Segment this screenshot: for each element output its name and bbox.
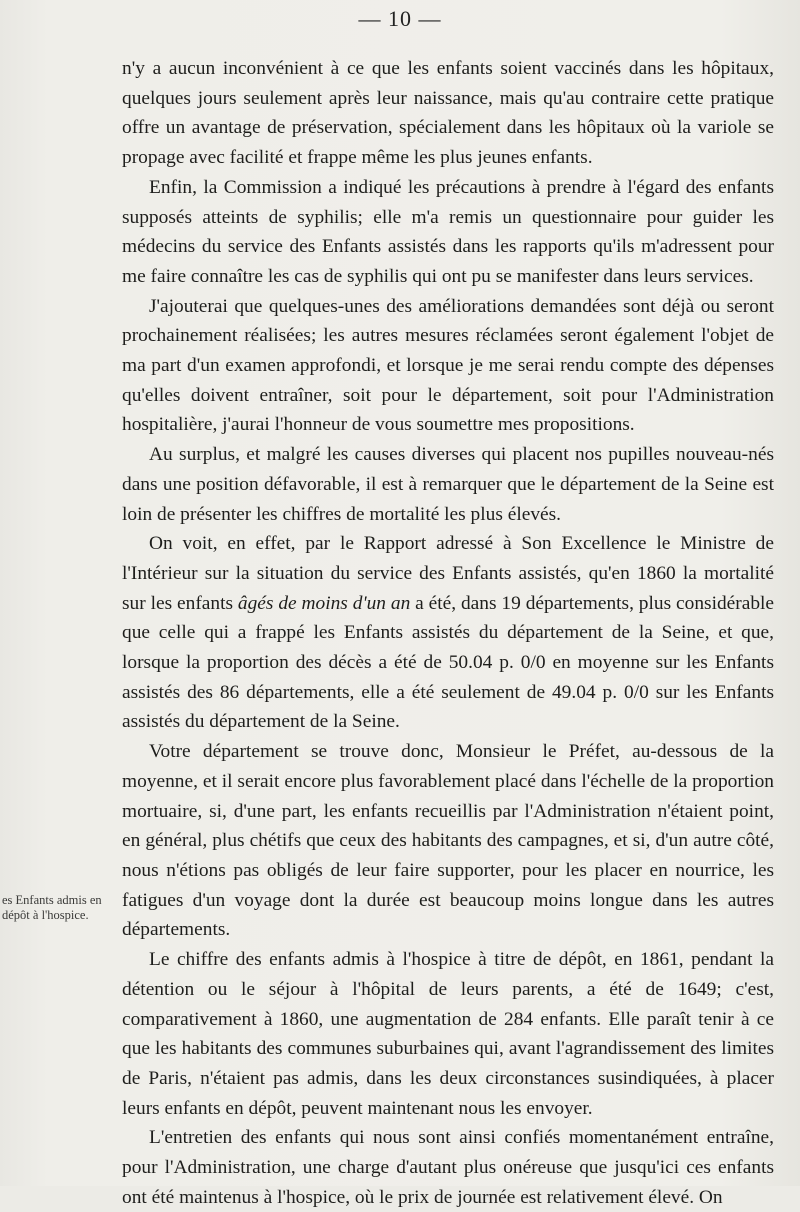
- paragraph: [122, 529, 774, 737]
- body-text: [122, 54, 774, 1212]
- paragraph: Votre département se trouve donc, Monsieur le Préfet, au-dessous de la moyenne, et il serait encore plus favorablement placé dans l'échelle de la proportion mortuaire, si, d'une part, les enfants recueillis par l'Administration n'étaient point, en général, plus chétifs que ceux des habitants des campagnes, et si, d'un autre côté, nous n'étions pas obligés de leur faire supporter, pour les placer en nourrice, les fatigues d'un voyage dont la durée est beaucoup moins longue dans les autres départements.: [122, 741, 774, 941]
- paragraph: L'entretien des enfants qui nous sont ainsi confiés momentanément entraîne, pour l'Administration, une charge d'autant plus onéreuse que jusqu'ici ces enfants ont été maintenus à l'hospice, où le prix de journée est relativement élevé. On: [122, 1127, 774, 1208]
- paragraph-text: On voit, en effet, par le Rapport adressé à Son Excellence le Ministre de l'Intérieur sur la situation du service des Enfants assistés, qu'en 1860 la mortalité sur les enfants: [122, 533, 774, 614]
- paragraph: Enfin, la Commission a indiqué les précautions à prendre à l'égard des enfants supposés atteints de syphilis; elle m'a remis un questionnaire pour guider les médecins du service des Enfants assistés dans les rapports qu'ils m'adressent pour me faire connaître les cas de syphilis qui ont pu se manifester dans leurs services.: [122, 176, 774, 287]
- margin-note: es Enfants admis en dépôt à l'hospice.: [2, 893, 102, 922]
- paragraph: n'y a aucun inconvénient à ce que les enfants soient vaccinés dans les hôpitaux, quelques jours seulement après leur naissance, mais qu'au contraire cette pratique offre un avantage de préservation, spécialement dans les hôpitaux où la variole se propage avec facilité et frappe même les plus jeunes enfants.: [122, 58, 774, 169]
- paragraph-text: a été, dans 19 départements, plus considérable que celle qui a frappé les Enfants assistés du département de la Seine, et que, lorsque la proportion des décès a été de 50.04 p. 0/0 en moyenne sur les Enfants assistés des 86 départements, elle a été seulement de 49.04 p. 0/0 sur les Enfants assistés du département de la Seine.: [122, 592, 775, 733]
- page-number: — 10 —: [358, 6, 442, 31]
- paragraph: Le chiffre des enfants admis à l'hospice à titre de dépôt, en 1861, pendant la détention ou le séjour à l'hôpital de leurs parents, a été de 1649; c'est, comparativement à 1860, une augmentation de 284 enfants. Elle paraît tenir à ce que les habitants des communes suburbaines qui, avant l'agrandissement des limites de Paris, n'étaient pas admis, dans les deux circonstances susindiquées, à placer leurs enfants en dépôt, peuvent maintenant nous les envoyer.: [122, 949, 774, 1119]
- italic-phrase: âgés de moins d'un an: [237, 592, 411, 614]
- paragraph: Au surplus, et malgré les causes diverses qui placent nos pupilles nouveau-nés dans une position défavorable, il est à remarquer que le département de la Seine est loin de présenter les chiffres de mortalité les plus élevés.: [122, 444, 774, 525]
- paragraph: J'ajouterai que quelques-unes des améliorations demandées sont déjà ou seront prochainement réalisées; les autres mesures réclamées seront également l'objet de ma part d'un examen approfondi, et lorsque je me serai rendu compte des dépenses qu'elles doivent entraîner, soit pour le département, soit pour l'Administration hospitalière, j'aurai l'honneur de vous soumettre mes propositions.: [122, 295, 774, 436]
